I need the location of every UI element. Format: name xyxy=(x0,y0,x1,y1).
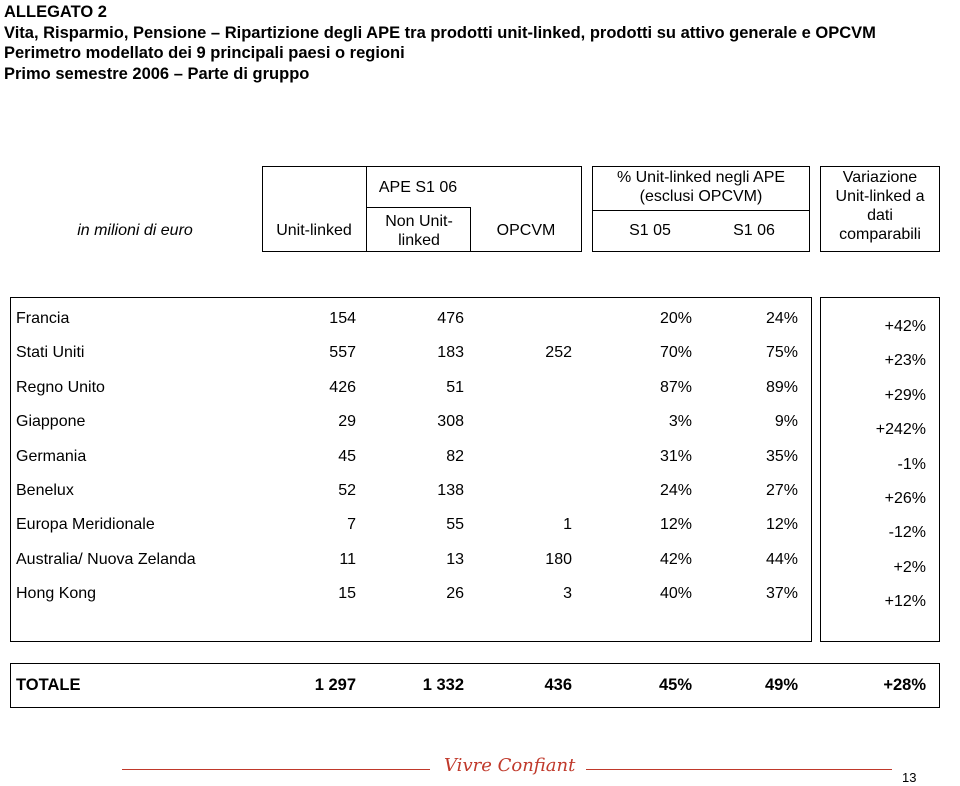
cell-s106: 44% xyxy=(765,551,798,568)
cell-variazione: +12% xyxy=(884,593,926,610)
col-opcvm: OPCVM xyxy=(496,222,556,239)
cell-s106: 12% xyxy=(765,516,798,533)
total-box xyxy=(10,663,940,708)
cell-unit-linked: 29 xyxy=(338,413,356,430)
cell-s106: 24% xyxy=(765,310,798,327)
total-unit-linked: 1 297 xyxy=(314,676,356,694)
cell-non-unit-linked: 51 xyxy=(446,379,464,396)
row-country: Stati Uniti xyxy=(16,344,85,361)
total-variazione: +28% xyxy=(883,676,926,694)
cell-s106: 27% xyxy=(765,482,798,499)
cell-opcvm: 252 xyxy=(545,344,572,361)
page-number: 13 xyxy=(902,770,917,785)
cell-opcvm: 1 xyxy=(563,516,572,533)
cell-variazione: +29% xyxy=(884,387,926,404)
pct-group-label: % Unit-linked negli APE (esclusi OPCVM) xyxy=(616,169,786,205)
cell-non-unit-linked: 308 xyxy=(437,413,464,430)
cell-opcvm: 3 xyxy=(563,585,572,602)
title-line-1: ALLEGATO 2 xyxy=(4,3,107,21)
footer-rule-right xyxy=(586,769,892,770)
brand-logo: Vivre Confiant xyxy=(444,755,576,776)
title-line-3: Perimetro modellato dei 9 principali paesi o regioni xyxy=(4,44,405,62)
unit-label: in milioni di euro xyxy=(77,222,193,239)
cell-unit-linked: 557 xyxy=(329,344,356,361)
cell-variazione: +23% xyxy=(884,352,926,369)
cell-unit-linked: 11 xyxy=(339,551,356,568)
cell-s106: 75% xyxy=(765,344,798,361)
total-opcvm: 436 xyxy=(544,676,572,694)
cell-non-unit-linked: 183 xyxy=(437,344,464,361)
row-country: Regno Unito xyxy=(16,379,105,396)
cell-non-unit-linked: 476 xyxy=(437,310,464,327)
col-s105: S1 05 xyxy=(629,222,671,239)
cell-unit-linked: 154 xyxy=(329,310,356,327)
cell-non-unit-linked: 13 xyxy=(446,551,464,568)
row-country: Australia/ Nuova Zelanda xyxy=(16,551,196,568)
cell-unit-linked: 52 xyxy=(338,482,356,499)
cell-s105: 31% xyxy=(659,448,692,465)
title-line-4: Primo semestre 2006 – Parte di gruppo xyxy=(4,64,310,83)
cell-unit-linked: 15 xyxy=(338,585,356,602)
cell-s105: 12% xyxy=(659,516,692,533)
cell-variazione: +26% xyxy=(884,490,926,507)
ape-group-label: APE S1 06 xyxy=(378,179,458,196)
cell-s106: 37% xyxy=(765,585,798,602)
pct-group-divider xyxy=(592,210,810,211)
row-country: Europa Meridionale xyxy=(16,516,155,533)
cell-unit-linked: 45 xyxy=(338,448,356,465)
cell-variazione: +42% xyxy=(884,318,926,335)
cell-non-unit-linked: 55 xyxy=(446,516,464,533)
col-s106: S1 06 xyxy=(733,222,775,239)
row-country: Germania xyxy=(16,448,87,465)
row-country: Francia xyxy=(16,310,70,327)
cell-s105: 3% xyxy=(668,413,692,430)
total-non-unit-linked: 1 332 xyxy=(422,676,464,694)
cell-s106: 89% xyxy=(765,379,798,396)
ape-group-divider xyxy=(366,207,470,208)
cell-variazione: -1% xyxy=(897,456,926,473)
cell-s105: 42% xyxy=(659,551,692,568)
cell-s105: 20% xyxy=(659,310,692,327)
col-non-unit-linked: Non Unit-linked xyxy=(385,213,453,249)
cell-s105: 70% xyxy=(659,344,692,361)
title-line-2: Vita, Risparmio, Pensione – Ripartizione degli APE tra prodotti unit-linked, prodotti su attivo generale e OPCVM xyxy=(4,23,876,42)
cell-unit-linked: 426 xyxy=(329,379,356,396)
col-unit-linked: Unit-linked xyxy=(276,222,352,239)
total-s106: 49% xyxy=(764,676,798,694)
row-country: Benelux xyxy=(16,482,74,499)
row-country: Giappone xyxy=(16,413,86,430)
cell-opcvm: 180 xyxy=(545,551,572,568)
cell-unit-linked: 7 xyxy=(347,516,356,533)
cell-non-unit-linked: 26 xyxy=(446,585,464,602)
total-s105: 45% xyxy=(658,676,692,694)
cell-s106: 35% xyxy=(765,448,798,465)
cell-s105: 87% xyxy=(659,379,692,396)
row-country: Hong Kong xyxy=(16,585,97,602)
cell-s105: 24% xyxy=(659,482,692,499)
col-variazione: Variazione Unit-linked a dati comparabili xyxy=(835,169,925,243)
footer-rule-left xyxy=(122,769,430,770)
cell-non-unit-linked: 138 xyxy=(437,482,464,499)
cell-variazione: +2% xyxy=(893,559,926,576)
cell-variazione: -12% xyxy=(888,524,926,541)
cell-s106: 9% xyxy=(774,413,798,430)
total-label: TOTALE xyxy=(16,676,81,694)
document-title xyxy=(4,2,876,84)
cell-non-unit-linked: 82 xyxy=(446,448,464,465)
cell-variazione: +242% xyxy=(875,421,926,438)
cell-s105: 40% xyxy=(659,585,692,602)
